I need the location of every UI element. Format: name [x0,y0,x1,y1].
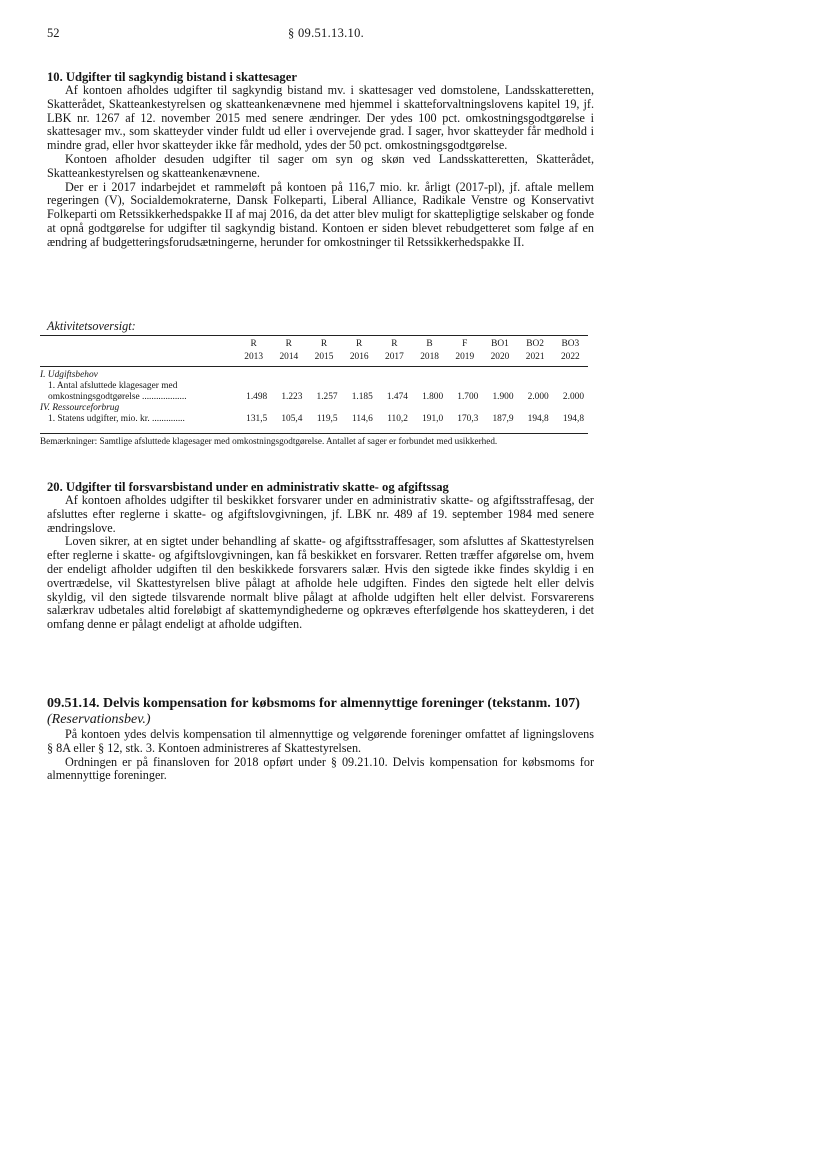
col-year: 2013 [244,352,263,362]
col-year: 2015 [314,352,334,362]
col-year: 2022 [560,352,580,362]
table-row [40,392,588,403]
col-year: 2017 [385,352,404,362]
table-row [40,414,588,425]
table-cell: 2.000 [562,392,584,402]
col-year: 2014 [279,352,299,362]
section-20 [47,480,594,632]
section-10-heading: 10. Udgifter til sagkyndig bistand i skattesager [47,70,297,84]
col-type: R [250,339,257,349]
row-label: 1. Antal afsluttede klagesager med [48,381,178,391]
table-cell: 170,3 [457,414,479,424]
col-type: R [391,339,398,349]
table-cell: 1.498 [246,392,268,402]
table-cell: 2.000 [527,392,549,402]
section-09-51-14 [47,696,594,783]
activity-table [40,336,588,425]
col-year: 2020 [490,352,510,362]
table-cell: 119,5 [316,414,338,424]
table-cell: 110,2 [387,414,408,424]
col-year: 2016 [349,352,369,362]
table-cell: 191,0 [422,414,444,424]
table-cell: 1.474 [386,392,408,402]
table-cell: 114,6 [352,414,373,424]
table-cell: 1.700 [457,392,479,402]
section-10-paragraph: Der er i 2017 indarbejdet et rammeløft på kontoen på 116,7 mio. kr. årligt (2017-pl), jf. aftale mellem regeringen (V), Socialdemokraterne, Dansk Folkeparti, Liberal Alliance, Radikale Venstre og Konservativt Folkeparti om Retssikkerhedspakke II af maj 2016, da det atter blev muligt for skattepligtige selskaber og fonde at opnå godtgørelse for udgifter til sagkyndig bistand. Kontoen er siden blevet rebudgetteret som følge af en ændring af budgetteringsforudsætningerne, herunder for omkostninger til Retssikkerhedspakke II. [47,179,594,249]
col-year: 2018 [420,352,439,362]
section-09-51-14-paragraph: Ordningen er på finansloven for 2018 opført under § 09.21.10. Delvis kompensation for købsmoms for almennyttige foreninger. [47,754,594,783]
heading-text: 09.51.14. Delvis kompensation for købsmoms for almennyttige foreninger (tekstanm. 107) [47,696,580,711]
page-number: 52 [47,26,60,40]
col-type: BO3 [561,339,580,349]
col-year: 2021 [525,352,545,362]
col-type: F [462,339,468,349]
table-header-row [40,350,588,363]
col-type: B [426,339,433,349]
section-20-paragraph: Af kontoen afholdes udgifter til beskikket forsvarer under en administrativ skatte- og afgiftsstraffesag, der afsluttes efter reglerne i skatte- og afgiftslovgivningen, jf. LBK nr. 489 af 19. september 1984 med senere ændringslove. [47,493,594,535]
col-type: R [285,339,292,349]
table-note: Bemærkninger: Samtlige afsluttede klagesager med omkostningsgodtgørelse. Antallet af sager er forbundet med usikkerhed. [40,436,498,446]
heading-note: (Reservationsbev.) [47,712,151,727]
table-cell: 187,9 [492,414,514,424]
table-cell: 105,4 [281,414,303,424]
section-20-paragraph: Loven sikrer, at en sigtet under behandling af skatte- og afgiftsstraffesager, som afsluttes af Skattestyrelsen efter reglerne i skatte- og afgiftslovgivningen, kan få beskikket en forsvarer. Retten træffer afgørelse om, hvem der endeligt afholder udgiften til den beskikkede forsvarers salær. Hvis den sigtede ikke findes skyldig i en overtrædelse, vil Skattestyrelsen blive pålagt at afholde hele udgiften. Findes den sigtede helt eller delvis skyldig, vil den sigtede tilsvarende normalt blive pålagt at afholde udgiften helt eller delvist. Forsvarerens salærkrav udbetales altid foreløbigt af skattemyndighederne og opkræves efterfølgende hos skatteyderen, i det omfang denne er pålagt endeligt at afholde udgiften. [47,534,594,632]
group-label: IV. Ressourceforbrug [40,403,120,413]
col-type: R [320,339,328,349]
table-header-row [40,336,588,350]
section-10-paragraph: Kontoen afholder desuden udgifter til sager om syn og skøn ved Landsskatteretten, Skatterådet, Skatteankestyrelsen og skatteankenævnene. [47,151,594,180]
col-type: R [356,339,363,349]
table-cell: 1.900 [492,392,514,402]
table-cell: 194,8 [527,414,549,424]
row-label: omkostningsgodtgørelse ................... [48,392,187,402]
table-group-row [40,370,588,381]
section-09-51-14-paragraph: På kontoen ydes delvis kompensation til almennyttige og velgørende foreninger omfattet af ligningslovens § 8A eller § 12, stk. 3. Kontoen administreres af Skattestyrelsen. [47,727,594,755]
table-cell: 131,5 [246,414,268,424]
table-cell: 1.800 [422,392,444,402]
section-20-heading: 20. Udgifter til forsvarsbistand under en administrativ skatte- og afgiftssag [47,480,449,494]
section-09-51-14-heading [47,696,594,728]
table-cell: 1.257 [316,392,338,402]
section-10-paragraph: Af kontoen afholdes udgifter til sagkyndig bistand mv. i skattesager ved domstolene, Landsskatteretten, Skatterådet, Skatteankestyrelsen og skatteankenævnene med hjemmel i skatteforvaltningslovens kapitel 19, jf. LBK nr. 1267 af 12. november 2015 med senere ændringer. Der ydes 100 pct. omkostningsgodtgørelse i skattesager mv., som skatteyder vinder fuldt ud eller i overvejende grad. I sager, hvor skatteyder får medhold i mindre grad, eller hvor skatteyder ikke får medhold, ydes der 50 pct. omkostningsgodtgørelse. [47,83,594,153]
row-label: 1. Statens udgifter, mio. kr. .............. [48,414,185,424]
table-cell: 1.223 [281,392,303,402]
table-group-row [40,403,588,414]
table-row [40,381,588,392]
table-rule-bottom [40,433,588,434]
section-reference: § 09.51.13.10. [288,26,365,40]
col-year: 2019 [455,352,475,362]
group-label: I. Udgiftsbehov [40,370,98,380]
section-10 [47,70,594,250]
col-type: BO2 [526,339,544,349]
table-cell: 194,8 [562,414,584,424]
table-cell: 1.185 [351,392,373,402]
col-type: BO1 [491,339,509,349]
activity-title: Aktivitetsoversigt: [47,319,136,333]
